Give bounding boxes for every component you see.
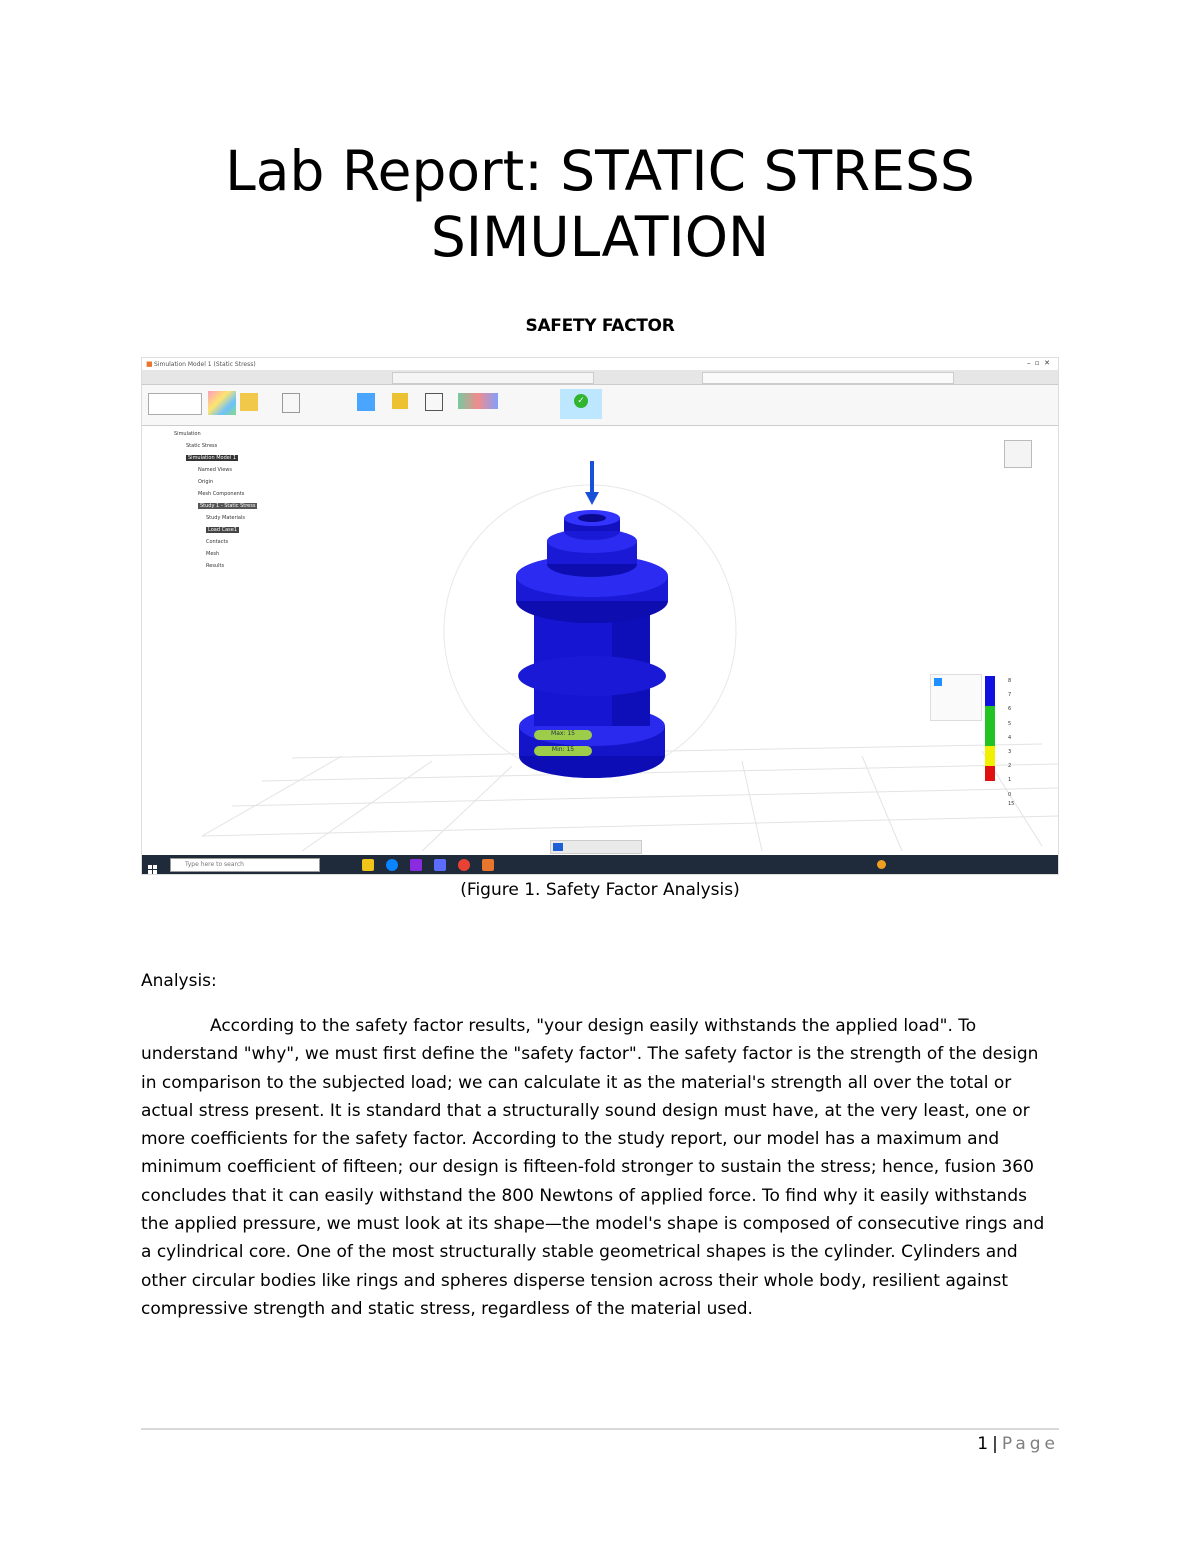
legend-panel xyxy=(930,674,982,721)
window-controls-icon[interactable]: – ▫ ✕ xyxy=(1026,359,1050,367)
app-title: Simulation Model 1 (Static Stress) xyxy=(154,361,256,368)
footer-divider xyxy=(141,1428,1059,1430)
material-icon[interactable] xyxy=(240,393,258,411)
browser-item[interactable]: Simulation Model 1 xyxy=(188,455,237,461)
page-word: Page xyxy=(1001,1434,1059,1454)
title-line-2: SIMULATION xyxy=(430,205,770,269)
browser-item[interactable]: Load Case1 xyxy=(208,527,238,533)
legend-tick: 6 xyxy=(1008,706,1012,713)
legend-tick: 0 xyxy=(1008,791,1012,798)
ribbon-toolbar xyxy=(142,385,1058,426)
weather-icon[interactable] xyxy=(877,860,886,869)
browser-item[interactable]: Mesh xyxy=(206,551,220,557)
page-number: 1 xyxy=(977,1434,989,1454)
browser-item[interactable]: Mesh Components xyxy=(198,491,245,497)
legend-tick: 8 xyxy=(1008,678,1012,684)
viewport[interactable] xyxy=(142,426,1058,856)
browser-item[interactable]: Named Views xyxy=(198,467,232,473)
legend-tick: 7 xyxy=(1008,692,1012,699)
title-line-1: Lab Report: STATIC STRESS xyxy=(225,139,975,203)
section-heading: SAFETY FACTOR xyxy=(525,316,675,336)
contacts-icon[interactable] xyxy=(392,393,408,409)
app-tabs xyxy=(142,370,1058,385)
legend-tick: 5 xyxy=(1008,720,1012,727)
constraints-icon[interactable] xyxy=(282,393,300,413)
orbit-icon[interactable] xyxy=(553,843,563,851)
page-footer xyxy=(977,1434,1059,1454)
browser-item[interactable]: Simulation xyxy=(174,431,201,437)
browser-item[interactable]: Study 1 - Static Stress xyxy=(200,503,256,509)
teams-icon[interactable] xyxy=(434,859,446,871)
document-title xyxy=(0,138,1200,270)
legend-bar xyxy=(985,676,995,781)
legend-tick: 3 xyxy=(1008,749,1012,756)
legend-tick: 4 xyxy=(1008,734,1012,741)
results-icon[interactable] xyxy=(458,393,498,409)
analysis-paragraph xyxy=(141,1012,1059,1323)
browser-item[interactable]: Origin xyxy=(198,479,214,485)
browser-item[interactable]: Results xyxy=(206,563,225,569)
model-render xyxy=(142,426,1058,856)
taskbar xyxy=(142,855,1058,875)
analysis-label: Analysis: xyxy=(141,971,217,991)
file-explorer-icon[interactable] xyxy=(362,859,374,871)
taskbar-search-input[interactable]: Type here to search xyxy=(170,858,320,872)
load-arrow-icon xyxy=(585,461,599,505)
legend-scale xyxy=(1008,674,1011,802)
browser-item[interactable]: Study Materials xyxy=(206,515,245,521)
min-label: Min: 15 xyxy=(534,746,592,756)
check-icon: ✓ xyxy=(574,394,588,408)
analysis-body: According to the safety factor results, "your design easily withstands the applied load". To understand "why", we must first define the "safety factor". The safety factor is the strength of the design in comparison to the subjected load; we can calculate it as the material's strength all over the total or actual stress present. It is standard that a structurally sound design must have, at the very least, one or more coefficients for the safety factor. According to the study report, our model has a maximum and minimum coefficient of fifteen; our design is fifteen-fold stronger to sustain the stress; hence, fusion 360 concludes that it can easily withstand the 800 Newtons of applied force. To find why it easily withstands the applied pressure, we must look at its shape—the model's shape is composed of consecutive rings and a cylindrical core. One of the most structurally stable geometrical shapes is the cylinder. Cylinders and other circular bodies like rings and spheres disperse tension across their whole body, resilient against compressive strength and static stress, regardless of the material used. xyxy=(141,1016,1045,1319)
app-icon[interactable] xyxy=(410,859,422,871)
max-label: Max: 15 xyxy=(534,730,592,740)
mesh-icon[interactable] xyxy=(425,393,443,411)
figure-caption: (Figure 1. Safety Factor Analysis) xyxy=(460,880,740,900)
app-titlebar xyxy=(142,358,1058,370)
browser-item[interactable]: Static Stress xyxy=(186,443,218,449)
study-icon[interactable] xyxy=(208,391,236,415)
tab-design[interactable] xyxy=(392,372,594,384)
nav-bar xyxy=(550,840,642,854)
footer-separator: | xyxy=(992,1434,998,1454)
browser-item[interactable]: Contacts xyxy=(206,539,229,545)
windows-start-icon[interactable] xyxy=(148,860,158,870)
safety-factor-figure xyxy=(141,357,1059,875)
solve-button[interactable] xyxy=(560,389,602,419)
legend-tick: 2 xyxy=(1008,763,1012,770)
app-logo-icon: ■ xyxy=(146,360,153,368)
fusion-icon[interactable] xyxy=(482,859,494,871)
workspace-switcher[interactable] xyxy=(148,393,202,415)
tab-simulation[interactable] xyxy=(702,372,954,384)
legend-max-value: 15 xyxy=(1008,801,1015,807)
edge-icon[interactable] xyxy=(386,859,398,871)
legend-icon xyxy=(934,678,942,686)
legend-tick: 1 xyxy=(1008,777,1012,784)
loads-icon[interactable] xyxy=(357,393,375,411)
chrome-icon[interactable] xyxy=(458,859,470,871)
